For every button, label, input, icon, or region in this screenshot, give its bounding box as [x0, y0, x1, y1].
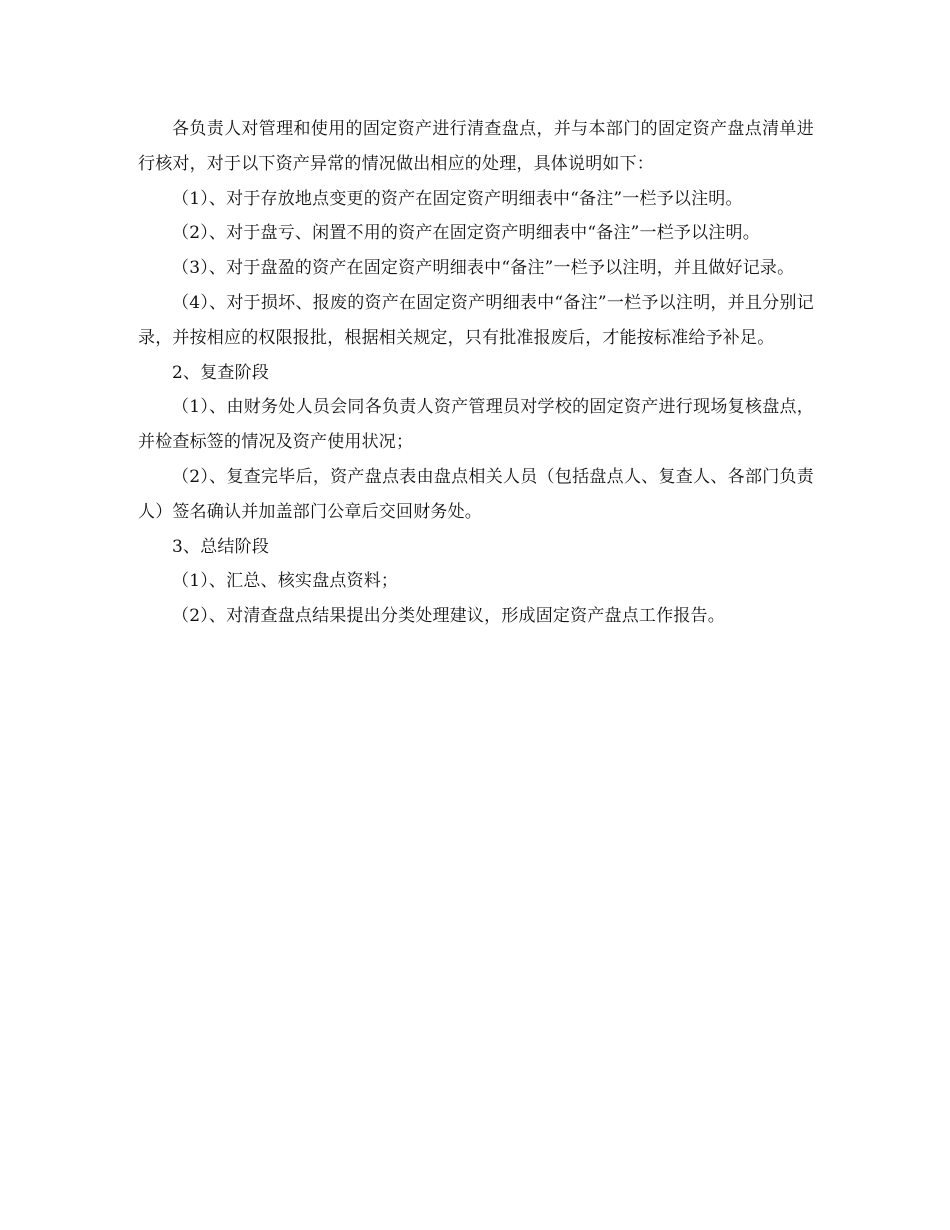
document-page: [138, 112, 814, 634]
item-surplus: （3）、对于盘盈的资产在固定资产明细表中“备注”一栏予以注明，并且做好记录。: [172, 258, 795, 279]
section-heading-summary: 3、总结阶段: [172, 536, 270, 557]
item-location-change: （1）、对于存放地点变更的资产在固定资产明细表中“备注”一栏予以注明。: [172, 188, 743, 209]
review-item-onsite: （1）、由财务处人员会同各负责人资产管理员对学校的固定资产进行现场复核盘点，并检查标签的情况及资产使用状况；: [138, 397, 814, 453]
summary-item-collect: （1）、汇总、核实盘点资料；: [172, 571, 399, 592]
item-shortage-idle: （2）、对于盘亏、闲置不用的资产在固定资产明细表中“备注”一栏予以注明。: [172, 223, 760, 244]
review-item-signoff: （2）、复查完毕后，资产盘点表由盘点相关人员（包括盘点人、复查人、各部门负责人）签名确认并加盖部门公章后交回财务处。: [138, 466, 814, 522]
item-damage-scrap: （4）、对于损坏、报废的资产在固定资产明细表中“备注”一栏予以注明，并且分别记录，并按相应的权限报批，根据相关规定，只有批准报废后，才能按标准给予补足。: [138, 292, 814, 348]
summary-item-report: （2）、对清查盘点结果提出分类处理建议，形成固定资产盘点工作报告。: [172, 606, 725, 627]
section-heading-review: 2、复查阶段: [172, 362, 270, 383]
intro-paragraph: 各负责人对管理和使用的固定资产进行清查盘点，并与本部门的固定资产盘点清单进行核对，对于以下资产异常的情况做出相应的处理，具体说明如下：: [138, 119, 814, 174]
